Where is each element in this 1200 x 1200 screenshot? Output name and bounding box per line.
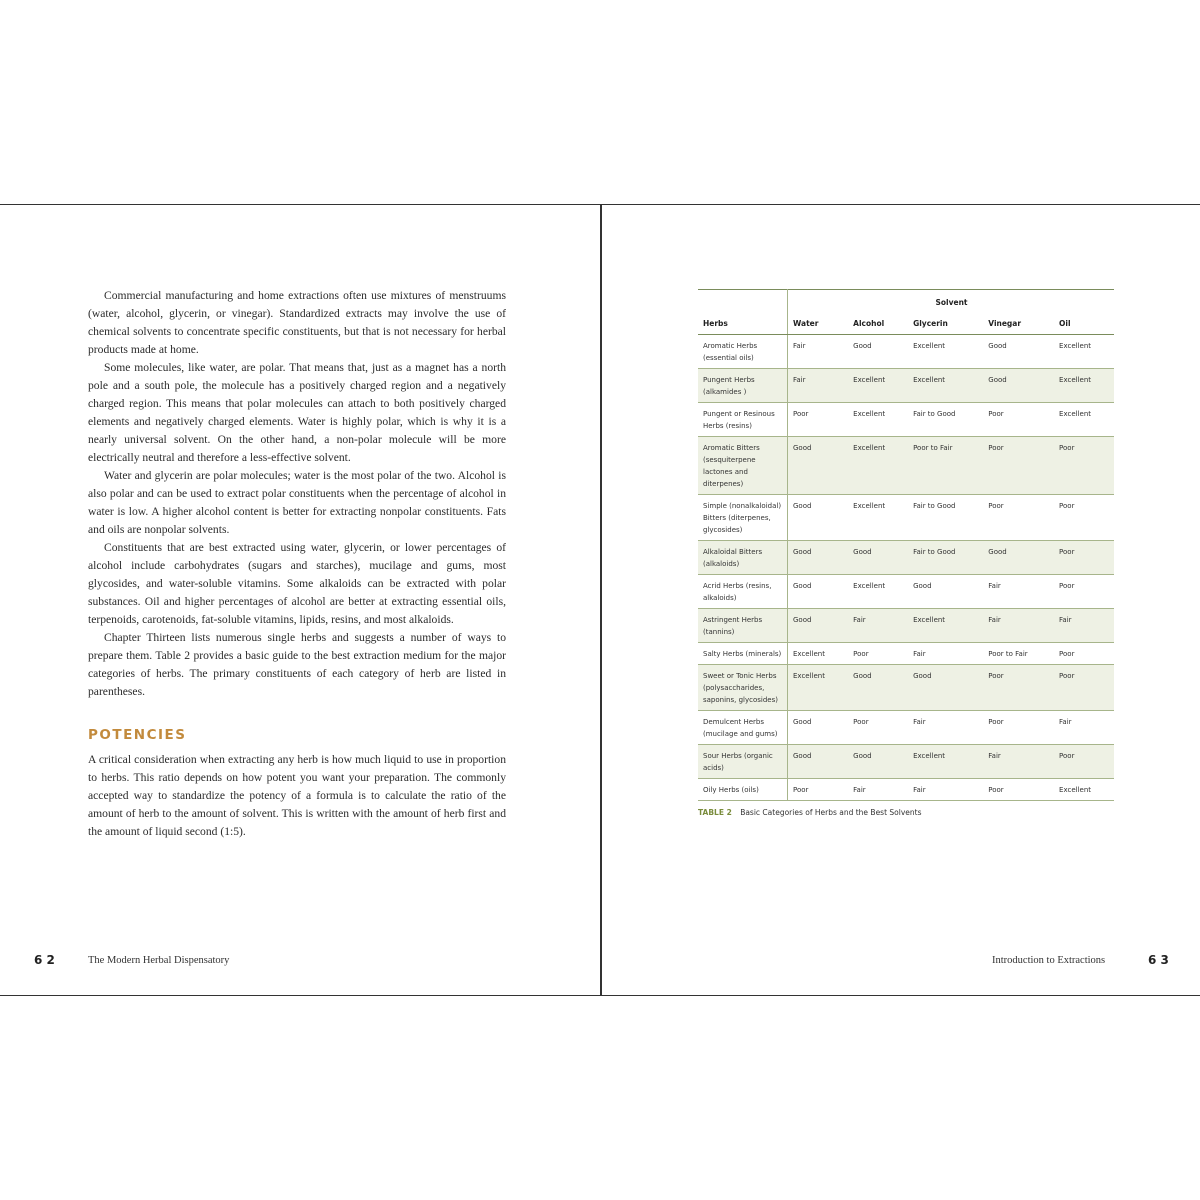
rating-cell: Excellent [1059, 342, 1092, 350]
rating-cell: Poor to Fair [913, 444, 953, 452]
rating-cell: Excellent [793, 650, 825, 658]
rating-cell: Good [988, 342, 1007, 350]
rating-cell: Good [793, 444, 812, 452]
rating-cell: Poor [1059, 548, 1075, 556]
rating-cell: Fair [1059, 718, 1072, 726]
column-header: Oil [1054, 313, 1114, 335]
page-number-right: 6 3 [1148, 953, 1169, 967]
rating-cell: Good [853, 342, 872, 350]
running-head-right: Introduction to Extractions [992, 955, 1106, 966]
paragraph: Chapter Thirteen lists numerous single herbs and suggests a number of ways to prepare them. Table 2 provides a basic guide to the best extraction medium for the major categories of herbs. The primary constituents of each category of herb are listed in parentheses. [88, 631, 506, 698]
rating-cell: Excellent [853, 410, 886, 418]
rating-cell: Excellent [853, 376, 886, 384]
left-body-text [88, 287, 506, 841]
left-page [0, 205, 600, 995]
rating-cell: Fair [988, 616, 1001, 624]
rating-cell: Good [793, 548, 812, 556]
rating-cell: Good [853, 548, 872, 556]
rating-cell: Poor [1059, 502, 1075, 510]
rating-cell: Fair [793, 376, 806, 384]
table-row [698, 369, 1114, 403]
rating-cell: Poor to Fair [988, 650, 1028, 658]
rating-cell: Poor [1059, 672, 1075, 680]
herb-category-cell: Pungent or Resinous Herbs (resins) [698, 403, 788, 437]
rating-cell: Good [988, 376, 1007, 384]
rating-cell: Excellent [913, 616, 946, 624]
rating-cell: Good [793, 502, 812, 510]
table-row [698, 541, 1114, 575]
rating-cell: Poor [988, 502, 1004, 510]
rating-cell: Poor [988, 718, 1004, 726]
herb-category-cell: Aromatic Herbs (essential oils) [698, 335, 788, 369]
rating-cell: Fair to Good [913, 410, 956, 418]
rating-cell: Excellent [853, 444, 886, 452]
herb-category-cell: Oily Herbs (oils) [698, 779, 788, 801]
table-caption-text: Basic Categories of Herbs and the Best Solvents [740, 808, 922, 817]
table-corner [698, 290, 788, 314]
table-row [698, 403, 1114, 437]
table-row [698, 609, 1114, 643]
rating-cell: Good [988, 548, 1007, 556]
paragraph: Commercial manufacturing and home extractions often use mixtures of menstruums (water, alcohol, glycerin, or vinegar). Standardized extracts may involve the use of chemical solvents to concentrate specific constituents, but that is not necessary for herbal products made at home. [88, 289, 506, 356]
rating-cell: Good [793, 582, 812, 590]
herb-category-cell: Alkaloidal Bitters (alkaloids) [698, 541, 788, 575]
rating-cell: Poor [988, 444, 1004, 452]
rating-cell: Good [913, 672, 932, 680]
rating-cell: Poor [853, 718, 869, 726]
table-row [698, 711, 1114, 745]
rating-cell: Good [793, 718, 812, 726]
herb-category-cell: Pungent Herbs (alkamides ) [698, 369, 788, 403]
table-row [698, 335, 1114, 369]
book-spread [0, 204, 1200, 996]
rating-cell: Excellent [853, 582, 886, 590]
rating-cell: Excellent [853, 502, 886, 510]
rating-cell: Poor [1059, 752, 1075, 760]
table-row [698, 745, 1114, 779]
rating-cell: Fair [793, 342, 806, 350]
solvent-group-header: Solvent [935, 298, 968, 307]
rating-cell: Excellent [913, 376, 946, 384]
paragraph: Constituents that are best extracted using water, glycerin, or lower percentages of alcohol include carbohydrates (sugars and starches), mucilage and gums, most glycosides, and water-soluble vitamins. Some alkaloids can be extracted with polar substances. Oil and higher percentages of alcohol are better at extracting essential oils, terpenoids, carotenoids, fat-soluble vitamins, lipids, resins, and most alkaloids. [88, 541, 506, 626]
rating-cell: Good [853, 672, 872, 680]
rating-cell: Fair [988, 582, 1001, 590]
rating-cell: Fair [913, 718, 926, 726]
herb-category-cell: Sour Herbs (organic acids) [698, 745, 788, 779]
rating-cell: Poor [853, 650, 869, 658]
rating-cell: Fair to Good [913, 502, 956, 510]
table-row [698, 495, 1114, 541]
rating-cell: Good [853, 752, 872, 760]
column-header: Alcohol [848, 313, 908, 335]
table-caption-label: TABLE 2 [698, 808, 732, 817]
rating-cell: Excellent [913, 752, 946, 760]
rating-cell: Excellent [913, 342, 946, 350]
rating-cell: Excellent [1059, 410, 1092, 418]
rating-cell: Good [793, 752, 812, 760]
solvent-table-wrap [698, 289, 1114, 817]
herb-category-cell: Acrid Herbs (resins, alkaloids) [698, 575, 788, 609]
rating-cell: Poor [988, 672, 1004, 680]
herb-category-cell: Simple (nonalkaloidal) Bitters (diterpenes, glycosides) [698, 495, 788, 541]
table-row [698, 437, 1114, 495]
section-heading-potencies: POTENCIES [88, 727, 187, 743]
rating-cell: Fair [913, 650, 926, 658]
herb-category-cell: Aromatic Bitters (sesquiterpene lactones and diterpenes) [698, 437, 788, 495]
rating-cell: Excellent [793, 672, 825, 680]
rating-cell: Poor [793, 786, 809, 794]
table-row [698, 643, 1114, 665]
herb-category-cell: Sweet or Tonic Herbs (polysaccharides, saponins, glycosides) [698, 665, 788, 711]
rating-cell: Poor [988, 786, 1004, 794]
rating-cell: Poor [793, 410, 809, 418]
herb-category-cell: Astringent Herbs (tannins) [698, 609, 788, 643]
solvent-table [698, 289, 1114, 801]
right-page [602, 205, 1200, 995]
rating-cell: Fair [913, 786, 926, 794]
table-row [698, 575, 1114, 609]
table-row [698, 779, 1114, 801]
column-header: Glycerin [908, 313, 983, 335]
rating-cell: Poor [1059, 582, 1075, 590]
running-head-left: The Modern Herbal Dispensatory [88, 955, 230, 966]
rating-cell: Excellent [1059, 786, 1092, 794]
page-number-left: 6 2 [34, 953, 55, 967]
rating-cell: Poor [1059, 650, 1075, 658]
table-caption [698, 808, 1114, 817]
rating-cell: Fair [1059, 616, 1072, 624]
paragraph: Water and glycerin are polar molecules; water is the most polar of the two. Alcohol is also polar and can be used to extract polar constituents when the percentage of alcohol in water is low. A higher alcohol content is better for extracting nonpolar constituents. Fats and oils are nonpolar solvents. [88, 469, 506, 536]
rating-cell: Poor [1059, 444, 1075, 452]
rating-cell: Poor [988, 410, 1004, 418]
rating-cell: Fair [853, 616, 866, 624]
paragraph-potencies: A critical consideration when extracting any herb is how much liquid to use in proportion to herbs. This ratio depends on how potent you want your preparation. The commonly accepted way to standardize the potency of a formula is to calculate the ratio of the amount of herb to the amount of solvent. This is written with the amount of herb first and the amount of liquid second (1:5). [88, 753, 506, 838]
rating-cell: Good [793, 616, 812, 624]
rating-cell: Fair [988, 752, 1001, 760]
column-header: Water [788, 313, 849, 335]
column-header: Vinegar [983, 313, 1054, 335]
rating-cell: Fair [853, 786, 866, 794]
table-row [698, 665, 1114, 711]
rating-cell: Excellent [1059, 376, 1092, 384]
paragraph: Some molecules, like water, are polar. That means that, just as a magnet has a north pole and a south pole, the molecule has a positively charged region and a negatively charged region. This means that polar molecules can attach to both positively charged elements and negatively charged elements. Water is highly polar, which is why it is a nearly universal solvent. On the other hand, a non-polar molecule will be more electrically neutral and therefore a less-effective solvent. [88, 361, 506, 464]
rating-cell: Fair to Good [913, 548, 956, 556]
herb-category-cell: Demulcent Herbs (mucilage and gums) [698, 711, 788, 745]
herb-category-cell: Salty Herbs (minerals) [698, 643, 788, 665]
rating-cell: Good [913, 582, 932, 590]
column-header: Herbs [698, 313, 788, 335]
